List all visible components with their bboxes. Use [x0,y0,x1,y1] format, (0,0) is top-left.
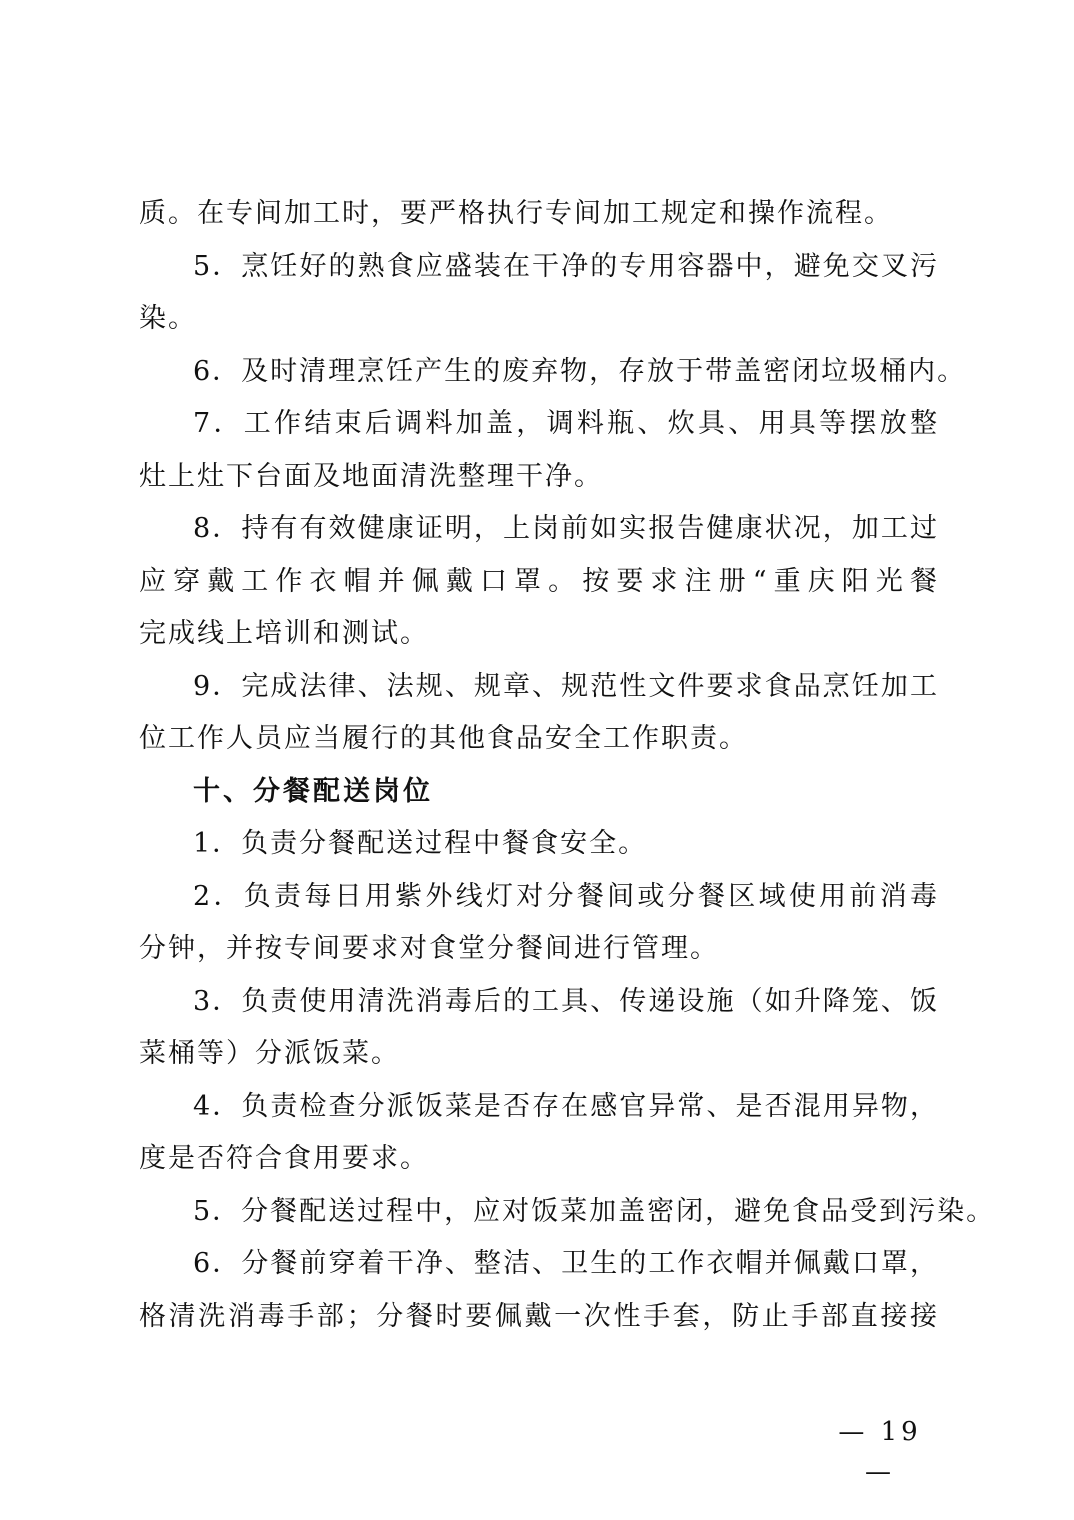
text-line: 灶上灶下台面及地面清洗整理干净。 [139,460,603,492]
text-line: 染。 [139,303,197,334]
text-line: 菜桶等）分派饭菜。 [139,1038,400,1069]
section-heading: 十、分餐配送岗位 [193,775,433,807]
text-line: 位工作人员应当履行的其他食品安全工作职责。 [139,723,748,754]
text-line: 8．持有有效健康证明，上岗前如实报告健康状况，加工过 [193,513,939,544]
text-line: 5．分餐配送过程中，应对饭菜加盖密闭，避免食品受到污染。 [193,1195,996,1227]
text-line: 质。在专间加工时，要严格执行专间加工规定和操作流程。 [139,198,893,229]
text-line: 7．工作结束后调料加盖，调料瓶、炊具、用具等摆放整 [193,408,939,439]
text-line: 应穿戴工作衣帽并佩戴口罩。按要求注册“重庆阳光餐 [139,565,939,597]
body-text [139,188,996,1343]
text-line: 完成线上培训和测试。 [139,618,429,649]
text-line: 4．负责检查分派饭菜是否存在感官异常、是否混用异物， [193,1090,939,1122]
text-line: 格清洗消毒手部；分餐时要佩戴一次性手套，防止手部直接接 [139,1300,939,1332]
text-line: 6．及时清理烹饪产生的废弃物，存放于带盖密闭垃圾桶内。 [193,355,967,387]
text-line: 分钟，并按专间要求对食堂分餐间进行管理。 [139,933,719,964]
page-number: — 19 — [838,1417,922,1487]
text-line: 9．完成法律、法规、规章、规范性文件要求食品烹饪加工 [193,670,939,702]
text-line: 6．分餐前穿着干净、整洁、卫生的工作衣帽并佩戴口罩， [193,1248,939,1279]
text-line: 度是否符合食用要求。 [139,1143,429,1174]
text-line: 1．负责分餐配送过程中餐食安全。 [193,828,648,859]
text-line: 5．烹饪好的熟食应盛装在干净的专用容器中，避免交叉污 [193,250,939,282]
text-line: 2．负责每日用紫外线灯对分餐间或分餐区域使用前消毒 [193,880,939,912]
text-line: 3．负责使用清洗消毒后的工具、传递设施（如升降笼、饭 [193,985,939,1017]
